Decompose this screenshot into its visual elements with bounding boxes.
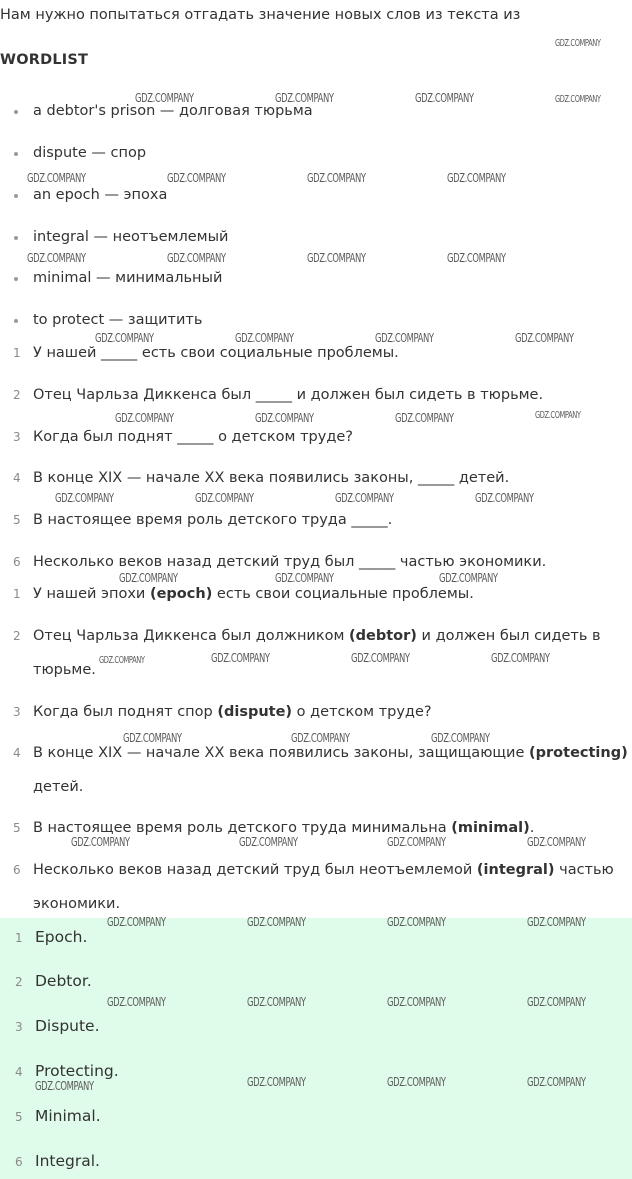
watermark-text: GDZ.COMPANY — [247, 995, 306, 1009]
watermark-text: GDZ.COMPANY — [119, 571, 178, 585]
watermark-text: GDZ.COMPANY — [387, 995, 446, 1009]
watermark-text: GDZ.COMPANY — [275, 91, 334, 105]
bullet-icon — [14, 236, 18, 240]
bullet-icon — [14, 152, 18, 156]
answers-panel: 1 Epoch. 2 Debtor. 3 Dispute. 4 Protecting. 5 Minimal. 6 Integral. — [0, 918, 632, 1179]
watermark-text: GDZ.COMPANY — [335, 491, 394, 505]
watermark-text: GDZ.COMPANY — [95, 331, 154, 345]
watermark-text: GDZ.COMPANY — [527, 1075, 586, 1089]
watermark-text: GDZ.COMPANY — [235, 331, 294, 345]
watermark-text: GDZ.COMPANY — [527, 915, 586, 929]
watermark-text: GDZ.COMPANY — [351, 651, 410, 665]
watermark-text: GDZ.COMPANY — [535, 410, 581, 421]
watermark-text: GDZ.COMPANY — [447, 171, 506, 185]
watermark-text: GDZ.COMPANY — [27, 171, 86, 185]
watermark-text: GDZ.COMPANY — [211, 651, 270, 665]
watermark-text: GDZ.COMPANY — [195, 491, 254, 505]
watermark-text: GDZ.COMPANY — [307, 251, 366, 265]
watermark-text: GDZ.COMPANY — [527, 995, 586, 1009]
watermark-text: GDZ.COMPANY — [447, 251, 506, 265]
watermark-text: GDZ.COMPANY — [387, 835, 446, 849]
watermark-text: GDZ.COMPANY — [123, 731, 182, 745]
watermark-text: GDZ.COMPANY — [27, 251, 86, 265]
bullet-icon — [14, 319, 18, 323]
watermark-text: GDZ.COMPANY — [167, 251, 226, 265]
keyword: (protecting) — [529, 745, 628, 761]
watermark-text: GDZ.COMPANY — [387, 915, 446, 929]
watermark-text: GDZ.COMPANY — [515, 331, 574, 345]
bullet-icon — [14, 110, 18, 114]
watermark-text: GDZ.COMPANY — [491, 651, 550, 665]
watermark-text: GDZ.COMPANY — [55, 491, 114, 505]
watermark-text: GDZ.COMPANY — [239, 835, 298, 849]
keyword: (integral) — [476, 862, 555, 878]
watermark-text: GDZ.COMPANY — [255, 411, 314, 425]
watermark-text: GDZ.COMPANY — [375, 331, 434, 345]
watermark-text: GDZ.COMPANY — [71, 835, 130, 849]
bullet-icon — [14, 277, 18, 281]
keyword: (epoch) — [149, 586, 213, 602]
watermark-text: GDZ.COMPANY — [439, 571, 498, 585]
watermark-text: GDZ.COMPANY — [307, 171, 366, 185]
keyword: (minimal) — [451, 820, 530, 836]
watermark-text: GDZ.COMPANY — [107, 915, 166, 929]
watermark-text: GDZ.COMPANY — [135, 91, 194, 105]
bullet-icon — [14, 194, 18, 198]
watermark-text: GDZ.COMPANY — [387, 1075, 446, 1089]
watermark-text: GDZ.COMPANY — [291, 731, 350, 745]
watermark-text: GDZ.COMPANY — [35, 1079, 94, 1093]
watermark-text: GDZ.COMPANY — [395, 411, 454, 425]
watermark-text: GDZ.COMPANY — [115, 411, 174, 425]
watermark-text: GDZ.COMPANY — [431, 731, 490, 745]
wordlist-heading: WORDLIST — [0, 52, 89, 68]
watermark-text: GDZ.COMPANY — [247, 915, 306, 929]
watermark-text: GDZ.COMPANY — [167, 171, 226, 185]
keyword: (debtor) — [349, 628, 417, 644]
intro-text: Нам нужно попытаться отгадать значение новых слов из текста из — [0, 7, 521, 23]
keyword: (dispute) — [217, 704, 293, 720]
watermark-text: GDZ.COMPANY — [527, 835, 586, 849]
watermark-text: GDZ.COMPANY — [99, 655, 145, 666]
watermark-text: GDZ.COMPANY — [247, 1075, 306, 1089]
watermark-text: GDZ.COMPANY — [555, 38, 601, 49]
watermark-text: GDZ.COMPANY — [415, 91, 474, 105]
watermark-text: GDZ.COMPANY — [275, 571, 334, 585]
watermark-text: GDZ.COMPANY — [475, 491, 534, 505]
watermark-text: GDZ.COMPANY — [107, 995, 166, 1009]
watermark-text: GDZ.COMPANY — [555, 94, 601, 105]
